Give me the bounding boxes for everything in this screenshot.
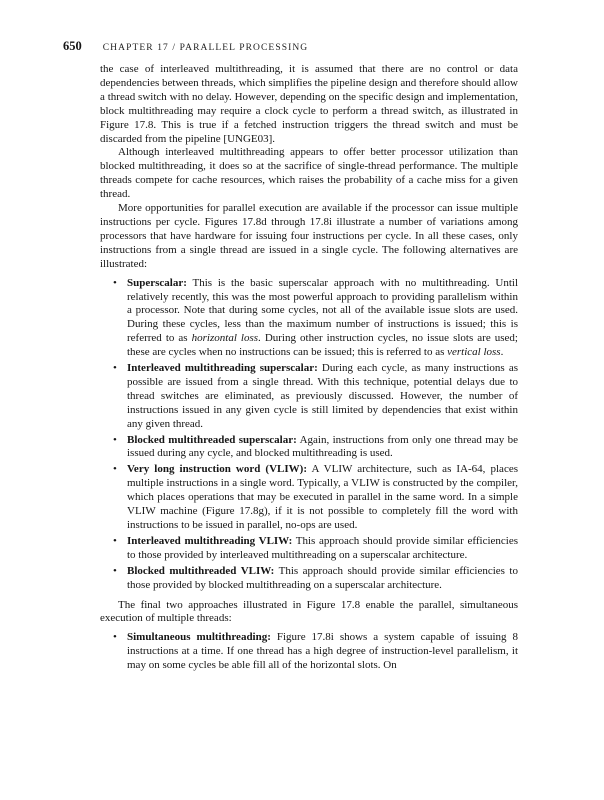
body-text [100, 63, 518, 679]
bullet-icon: • [113, 631, 117, 644]
bullet-icon: • [113, 433, 117, 446]
bullet-icon: • [113, 362, 117, 375]
bullet-lead: Superscalar: [127, 276, 187, 289]
bullet-icon: • [113, 534, 117, 547]
bullet-lead: Very long instruction word (VLIW): [127, 463, 307, 476]
list-item-interleaved-vliw [100, 535, 518, 563]
list-item-interleaved-superscalar [100, 362, 518, 432]
paragraph: Although interleaved multithreading appears to offer better processor utilization than blocked multithreading, it does so at the sacrifice of single-thread performance. The multiple threads compete for cache resources, which raises the probability of a cache miss for a given thread. [100, 146, 518, 201]
bullet-lead: Blocked multithreaded superscalar: [127, 433, 297, 446]
bullet-lead: Simultaneous multithreading: [127, 631, 271, 644]
bullet-lead: Blocked multithreaded VLIW: [127, 564, 275, 577]
bullet-text: Figure 17.8i shows a system capable of issuing 8 instructions at a time. If one thread has a high degree of instruction-level parallelism, it may on some cycles be able fill all of the horizontal slots. On [127, 631, 518, 672]
paragraph-continuation: the case of interleaved multithreading, it is assumed that there are no control or data dependencies between threads, which simplifies the pipeline design and therefore should allow a thread switch with no delay. However, depending on the specific design and implementation, block multithreading may require a clock cycle to perform a thread switch, as illustrated in Figure 17.8. This is true if a fetched instruction triggers the thread switch and must be discarded from the pipeline [UNGE03]. [100, 63, 518, 145]
italic-term: vertical loss [447, 346, 501, 359]
bullet-lead: Interleaved multithreading VLIW: [127, 534, 293, 547]
bullet-icon: • [113, 463, 117, 476]
bullet-text: This approach should provide similar efficiencies to those provided by blocked multithreading on a superscalar architecture. [127, 564, 518, 591]
chapter-title: CHAPTER 17 / PARALLEL PROCESSING [102, 43, 309, 53]
list-item-blocked-vliw [100, 565, 518, 593]
final-approaches-list [100, 631, 518, 673]
bullet-text: During each cycle, as many instructions as possible are issued from a single thread. With this technique, potential delays due to thread switches are eliminated, as previously discussed. However, the number of instructions issued in any given cycle is still limited by dependencies that exist within any given thread. [127, 362, 518, 430]
bullet-text: . [500, 346, 504, 359]
italic-term: horizontal loss [191, 332, 259, 345]
bullet-lead: Interleaved multithreading superscalar: [127, 362, 318, 375]
paragraph: More opportunities for parallel execution are available if the processor can issue multiple instructions per cycle. Figures 17.8d through 17.8i illustrate a number of variations among processors that have hardware for issuing four instructions per cycle. In all these cases, only instructions from a single thread are issued in a single cycle. The following alternatives are illustrated: [100, 202, 518, 270]
bullet-text: This is the basic superscalar approach with no multithreading. Until relatively recently, this was the most powerful approach to providing parallelism within a processor. Note that during some cycles, not all of the available issue slots are used. During these cycles, less than the maximum number of instructions is issued; this is referred to as [127, 276, 518, 345]
alternatives-list [100, 277, 518, 593]
paragraph: The final two approaches illustrated in Figure 17.8 enable the parallel, simultaneous execution of multiple threads: [100, 598, 518, 625]
bullet-text: This approach should provide similar efficiencies to those provided by interleaved multithreading on a superscalar architecture. [127, 534, 518, 561]
list-item-simultaneous-multithreading [100, 631, 518, 673]
bullet-text: Again, instructions from only one thread may be issued during any cycle, and blocked multithreading is used. [127, 433, 519, 460]
list-item-superscalar [100, 277, 518, 360]
list-item-vliw [100, 463, 518, 533]
list-item-blocked-superscalar [100, 434, 518, 462]
running-head [63, 37, 517, 55]
bullet-icon: • [113, 564, 117, 577]
page-number: 650 [63, 39, 82, 53]
bullet-text: A VLIW architecture, such as IA-64, places multiple instructions in a single word. Typically, a VLIW is constructed by the compiler, which places operations that may be executed in parallel in the same word. In a simple VLIW machine (Figure 17.8g), if it is not possible to completely fill the word with instructions to be issued in parallel, no-ops are used. [127, 463, 518, 531]
bullet-text: . During other instruction cycles, no issue slots are used; these are cycles when no instructions can be issued; this is referred to as [127, 332, 518, 359]
bullet-icon: • [113, 276, 117, 289]
